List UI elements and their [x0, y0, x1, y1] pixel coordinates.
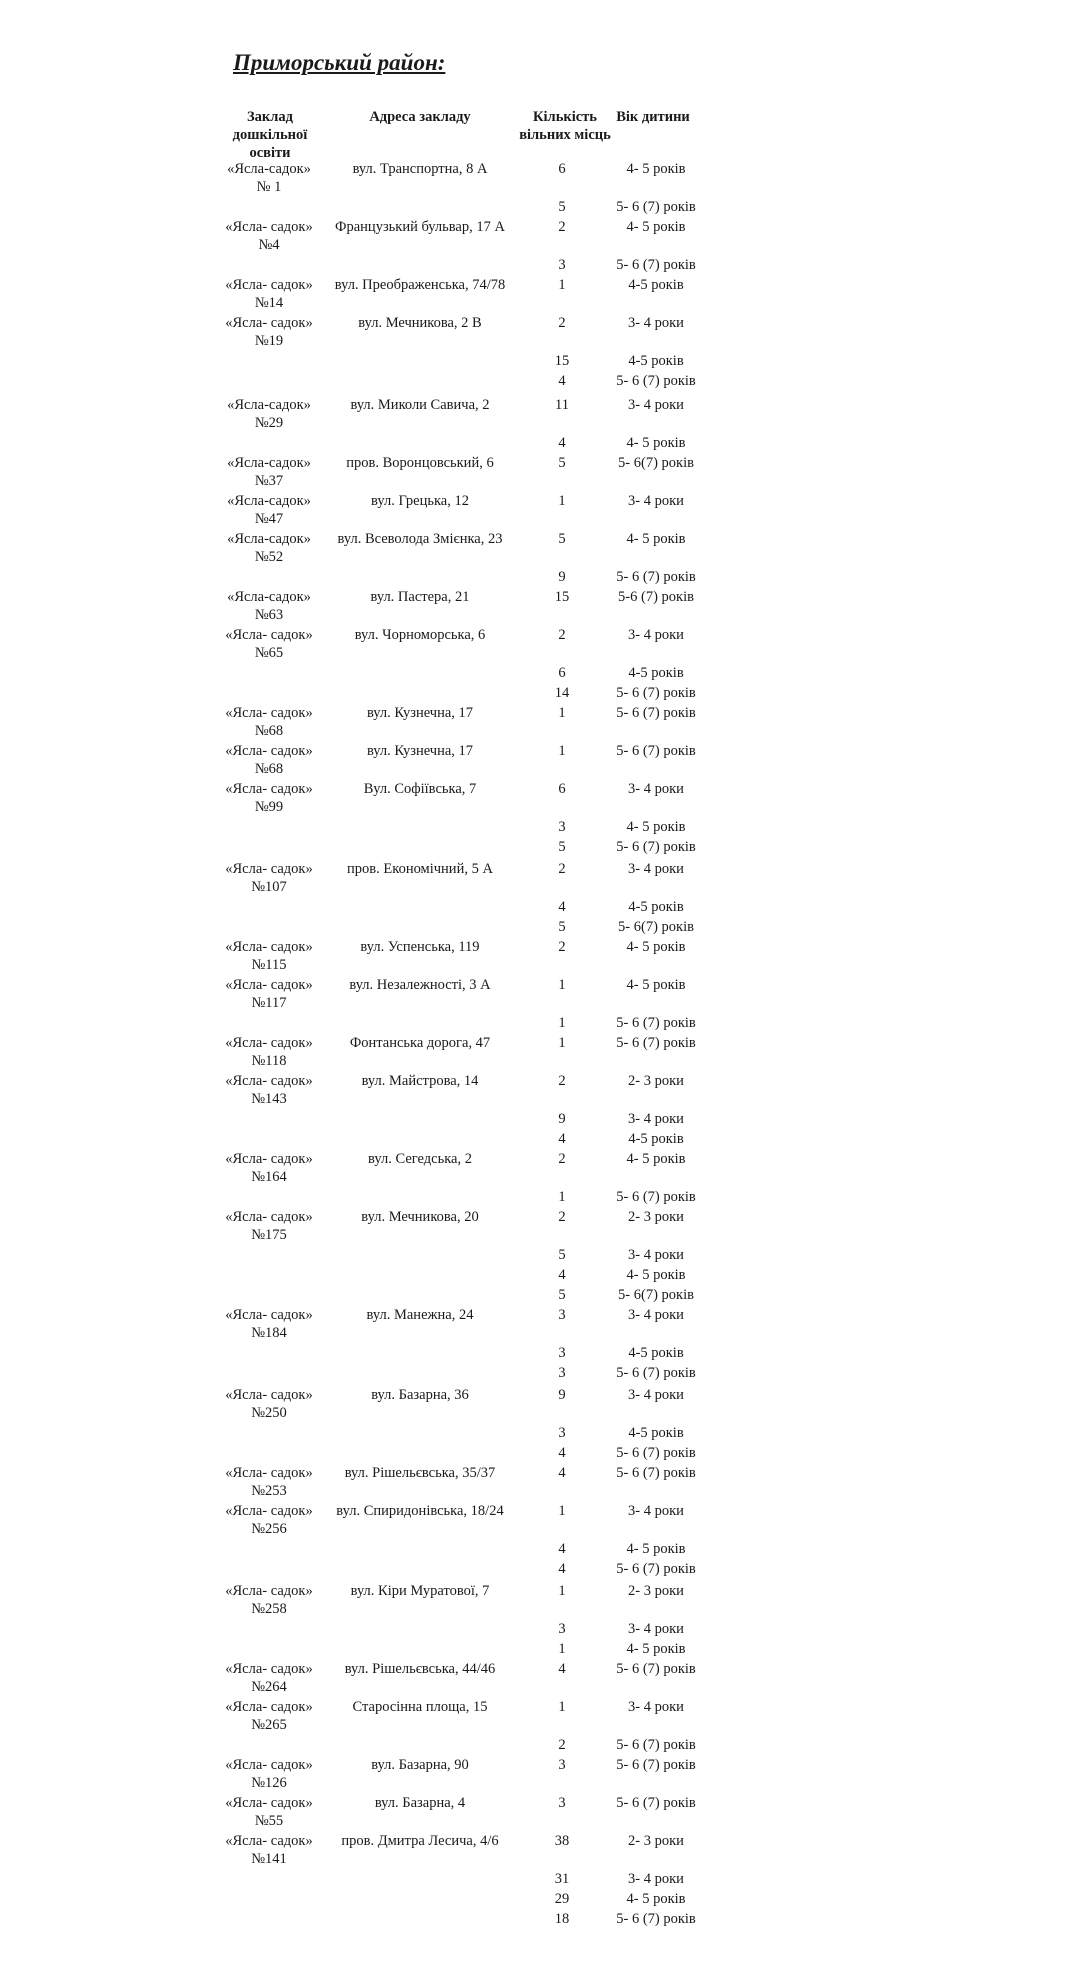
address-cell: вул. Транспортна, 8 А	[352, 161, 488, 177]
free-places-cell: 38	[554, 1833, 570, 1849]
child-age-cell: 4- 5 років	[626, 1891, 686, 1907]
child-age-cell: 5- 6 (7) років	[616, 705, 696, 721]
institution-cell: «Ясла- садок» №117	[225, 977, 313, 1011]
table-row	[0, 1344, 1080, 1364]
free-places-cell: 1	[558, 493, 566, 509]
table-row	[0, 160, 1080, 195]
institution-cell: «Ясла-садок» №47	[227, 493, 311, 527]
free-places-cell: 2	[558, 939, 566, 955]
child-age-cell: 5- 6 (7) років	[616, 1795, 696, 1811]
address-cell: Старосінна площа, 15	[352, 1699, 488, 1715]
child-age-cell: 3- 4 роки	[628, 627, 684, 643]
child-age-cell: 2- 3 роки	[628, 1209, 684, 1225]
free-places-cell: 4	[558, 1445, 566, 1461]
free-places-cell: 2	[558, 315, 566, 331]
table-row	[0, 742, 1080, 777]
child-age-cell: 5- 6 (7) років	[616, 1737, 696, 1753]
table-row	[0, 1698, 1080, 1733]
table-row	[0, 434, 1080, 454]
table-row	[0, 1266, 1080, 1286]
free-places-cell: 3	[558, 1425, 566, 1441]
child-age-cell: 5- 6 (7) років	[616, 1661, 696, 1677]
institution-cell: «Ясла- садок» №256	[225, 1503, 313, 1537]
institution-cell: «Ясла- садок» №258	[225, 1583, 313, 1617]
child-age-cell: 3- 4 роки	[628, 315, 684, 331]
institution-cell: «Ясла-садок» №29	[227, 397, 311, 431]
child-age-cell: 3- 4 роки	[628, 781, 684, 797]
institution-cell: «Ясла-садок» №63	[227, 589, 311, 623]
child-age-cell: 5- 6 (7) років	[616, 685, 696, 701]
free-places-cell: 2	[558, 1073, 566, 1089]
child-age-cell: 3- 4 роки	[628, 1699, 684, 1715]
table-row	[0, 898, 1080, 918]
institution-cell: «Ясла-садок» №52	[227, 531, 311, 565]
address-cell: вул. Спиридонівська, 18/24	[336, 1503, 504, 1519]
address-cell: вул. Манежна, 24	[366, 1307, 474, 1323]
free-places-cell: 14	[554, 685, 570, 701]
child-age-cell: 3- 4 роки	[628, 1307, 684, 1323]
table-row	[0, 1014, 1080, 1034]
child-age-cell: 2- 3 роки	[628, 1833, 684, 1849]
child-age-cell: 3- 4 роки	[628, 1247, 684, 1263]
institution-cell: «Ясла- садок» №107	[225, 861, 313, 895]
table-row	[0, 1246, 1080, 1266]
table-row	[0, 1794, 1080, 1829]
institution-cell: «Ясла- садок» №264	[225, 1661, 313, 1695]
table-row	[0, 918, 1080, 938]
column-header-institution: Заклад дошкільної освіти	[232, 109, 308, 161]
free-places-cell: 2	[558, 219, 566, 235]
institution-cell: «Ясла- садок» №65	[225, 627, 313, 661]
table-row	[0, 372, 1080, 392]
free-places-cell: 9	[558, 569, 566, 585]
child-age-cell: 4- 5 років	[626, 1267, 686, 1283]
free-places-cell: 1	[558, 1503, 566, 1519]
child-age-cell: 3- 4 роки	[628, 1111, 684, 1127]
free-places-cell: 1	[558, 1035, 566, 1051]
address-cell: вул. Всеволода Змієнка, 23	[337, 531, 503, 547]
table-row	[0, 198, 1080, 218]
address-cell: вул. Сегедська, 2	[368, 1151, 472, 1167]
free-places-cell: 3	[558, 1795, 566, 1811]
child-age-cell: 5- 6(7) років	[618, 1287, 694, 1303]
child-age-cell: 5- 6 (7) років	[616, 1445, 696, 1461]
address-cell: вул. Успенська, 119	[360, 939, 480, 955]
free-places-cell: 3	[558, 1365, 566, 1381]
free-places-cell: 4	[558, 899, 566, 915]
child-age-cell: 5- 6 (7) років	[616, 373, 696, 389]
table-row	[0, 1424, 1080, 1444]
address-cell: Французький бульвар, 17 А	[335, 219, 505, 235]
table-row	[0, 684, 1080, 704]
free-places-cell: 4	[558, 1131, 566, 1147]
free-places-cell: 3	[558, 1621, 566, 1637]
address-cell: вул. Грецька, 12	[371, 493, 469, 509]
child-age-cell: 4- 5 років	[626, 819, 686, 835]
table-row	[0, 704, 1080, 739]
free-places-cell: 5	[558, 919, 566, 935]
free-places-cell: 11	[555, 397, 569, 413]
free-places-cell: 29	[554, 1891, 570, 1907]
free-places-cell: 1	[558, 1189, 566, 1205]
child-age-cell: 4- 5 років	[626, 219, 686, 235]
address-cell: вул. Кузнечна, 17	[366, 705, 474, 721]
free-places-cell: 31	[554, 1871, 570, 1887]
institution-cell: «Ясла- садок» №141	[225, 1833, 313, 1867]
free-places-cell: 4	[558, 1541, 566, 1557]
address-cell: Фонтанська дорога, 47	[349, 1035, 491, 1051]
child-age-cell: 5- 6 (7) років	[616, 1465, 696, 1481]
free-places-cell: 1	[558, 1015, 566, 1031]
free-places-cell: 2	[558, 1151, 566, 1167]
free-places-cell: 6	[558, 781, 566, 797]
table-row	[0, 1110, 1080, 1130]
institution-cell: «Ясла-садок» №37	[227, 455, 311, 489]
table-row	[0, 1306, 1080, 1341]
child-age-cell: 5- 6 (7) років	[616, 569, 696, 585]
table-row	[0, 1756, 1080, 1791]
table-row	[0, 1870, 1080, 1890]
free-places-cell: 5	[558, 455, 566, 471]
table-row	[0, 454, 1080, 489]
child-age-cell: 3- 4 роки	[628, 1503, 684, 1519]
table-row	[0, 256, 1080, 276]
child-age-cell: 5- 6 (7) років	[616, 257, 696, 273]
free-places-cell: 3	[558, 819, 566, 835]
free-places-cell: 2	[558, 1209, 566, 1225]
table-row	[0, 314, 1080, 349]
table-row	[0, 976, 1080, 1011]
address-cell: вул. Рішельєвська, 44/46	[344, 1661, 496, 1677]
child-age-cell: 4- 5 років	[626, 977, 686, 993]
address-cell: вул. Кузнечна, 17	[366, 743, 474, 759]
free-places-cell: 3	[558, 257, 566, 273]
table-row	[0, 1582, 1080, 1617]
child-age-cell: 2- 3 роки	[628, 1583, 684, 1599]
table-row	[0, 1540, 1080, 1560]
institution-cell: «Ясла- садок» №143	[225, 1073, 313, 1107]
address-cell: вул. Рішельєвська, 35/37	[344, 1465, 496, 1481]
free-places-cell: 3	[558, 1307, 566, 1323]
child-age-cell: 4-5 років	[628, 1425, 684, 1441]
free-places-cell: 9	[558, 1111, 566, 1127]
table-row	[0, 860, 1080, 895]
table-row	[0, 530, 1080, 565]
column-header-address: Адреса закладу	[369, 109, 471, 125]
institution-cell: «Ясла- садок» №118	[225, 1035, 313, 1069]
institution-cell: «Ясла- садок» №126	[225, 1757, 313, 1791]
free-places-cell: 3	[558, 1757, 566, 1773]
free-places-cell: 5	[558, 839, 566, 855]
address-cell: вул. Базарна, 90	[371, 1757, 469, 1773]
child-age-cell: 5-6 (7) років	[618, 589, 694, 605]
address-cell: вул. Майстрова, 14	[361, 1073, 479, 1089]
free-places-cell: 2	[558, 861, 566, 877]
table-row	[0, 1620, 1080, 1640]
child-age-cell: 5- 6 (7) років	[616, 839, 696, 855]
child-age-cell: 4-5 років	[628, 353, 684, 369]
table-row	[0, 838, 1080, 858]
institution-cell: «Ясла- садок» №99	[225, 781, 313, 815]
free-places-cell: 4	[558, 1465, 566, 1481]
table-row	[0, 1910, 1080, 1930]
child-age-cell: 4- 5 років	[626, 161, 686, 177]
table-row	[0, 218, 1080, 253]
column-header-child-age: Вік дитини	[616, 109, 690, 125]
free-places-cell: 3	[558, 1345, 566, 1361]
institution-cell: «Ясла- садок» №175	[225, 1209, 313, 1243]
child-age-cell: 4- 5 років	[626, 939, 686, 955]
free-places-cell: 1	[558, 977, 566, 993]
table-row	[0, 1736, 1080, 1756]
child-age-cell: 4-5 років	[628, 277, 684, 293]
child-age-cell: 4-5 років	[628, 665, 684, 681]
child-age-cell: 4-5 років	[628, 1131, 684, 1147]
child-age-cell: 4- 5 років	[626, 1541, 686, 1557]
address-cell: вул. Чорноморська, 6	[354, 627, 486, 643]
column-header-free-places: Кількість вільних місць	[519, 109, 611, 143]
table-row	[0, 1640, 1080, 1660]
table-row	[0, 1890, 1080, 1910]
table-row	[0, 1832, 1080, 1867]
free-places-cell: 1	[558, 705, 566, 721]
institution-cell: «Ясла-садок» № 1	[227, 161, 311, 195]
child-age-cell: 5- 6(7) років	[618, 455, 694, 471]
child-age-cell: 4- 5 років	[626, 435, 686, 451]
address-cell: вул. Базарна, 4	[374, 1795, 466, 1811]
child-age-cell: 4- 5 років	[626, 1641, 686, 1657]
address-cell: пров. Воронцовський, 6	[346, 455, 494, 471]
table-row	[0, 1034, 1080, 1069]
child-age-cell: 5- 6 (7) років	[616, 743, 696, 759]
child-age-cell: 5- 6 (7) років	[616, 1035, 696, 1051]
institution-cell: «Ясла- садок» №68	[225, 705, 313, 739]
table-row	[0, 1188, 1080, 1208]
child-age-cell: 4-5 років	[628, 1345, 684, 1361]
table-row	[0, 780, 1080, 815]
table-row	[0, 1560, 1080, 1580]
table-row	[0, 396, 1080, 431]
institution-cell: «Ясла- садок» №55	[225, 1795, 313, 1829]
child-age-cell: 5- 6 (7) років	[616, 1561, 696, 1577]
child-age-cell: 5- 6 (7) років	[616, 1189, 696, 1205]
free-places-cell: 5	[558, 1287, 566, 1303]
child-age-cell: 5- 6 (7) років	[616, 1015, 696, 1031]
child-age-cell: 5- 6 (7) років	[616, 1365, 696, 1381]
address-cell: вул. Миколи Савича, 2	[350, 397, 490, 413]
address-cell: вул. Преображенська, 74/78	[334, 277, 506, 293]
free-places-cell: 1	[558, 277, 566, 293]
table-row	[0, 1286, 1080, 1306]
institution-cell: «Ясла- садок» №164	[225, 1151, 313, 1185]
table-row	[0, 1660, 1080, 1695]
free-places-cell: 6	[558, 161, 566, 177]
table-row	[0, 818, 1080, 838]
free-places-cell: 5	[558, 1247, 566, 1263]
address-cell: пров. Дмитра Лесича, 4/6	[341, 1833, 499, 1849]
free-places-cell: 1	[558, 1641, 566, 1657]
free-places-cell: 9	[558, 1387, 566, 1403]
table-row	[0, 1130, 1080, 1150]
child-age-cell: 2- 3 роки	[628, 1073, 684, 1089]
free-places-cell: 2	[558, 1737, 566, 1753]
child-age-cell: 3- 4 роки	[628, 1621, 684, 1637]
table-row	[0, 1150, 1080, 1185]
address-cell: Вул. Софіївська, 7	[363, 781, 477, 797]
table-row	[0, 664, 1080, 684]
institution-cell: «Ясла- садок» №265	[225, 1699, 313, 1733]
free-places-cell: 4	[558, 1561, 566, 1577]
table-row	[0, 588, 1080, 623]
child-age-cell: 5- 6 (7) років	[616, 1757, 696, 1773]
free-places-cell: 15	[554, 589, 570, 605]
table-row	[0, 276, 1080, 311]
institution-cell: «Ясла- садок» №115	[225, 939, 313, 973]
child-age-cell: 5- 6 (7) років	[616, 1911, 696, 1927]
free-places-cell: 4	[558, 1267, 566, 1283]
free-places-cell: 4	[558, 435, 566, 451]
table-row	[0, 568, 1080, 588]
free-places-cell: 1	[558, 1699, 566, 1715]
address-cell: вул. Незалежності, 3 А	[349, 977, 491, 993]
table-row	[0, 938, 1080, 973]
child-age-cell: 3- 4 роки	[628, 493, 684, 509]
table-row	[0, 1364, 1080, 1384]
free-places-cell: 4	[558, 373, 566, 389]
free-places-cell: 15	[554, 353, 570, 369]
institution-cell: «Ясла- садок» №4	[225, 219, 313, 253]
table-row	[0, 1386, 1080, 1421]
table-row	[0, 1208, 1080, 1243]
child-age-cell: 5- 6 (7) років	[616, 199, 696, 215]
free-places-cell: 1	[558, 1583, 566, 1599]
free-places-cell: 1	[558, 743, 566, 759]
free-places-cell: 5	[558, 531, 566, 547]
free-places-cell: 5	[558, 199, 566, 215]
table-row	[0, 1502, 1080, 1537]
child-age-cell: 3- 4 роки	[628, 861, 684, 877]
child-age-cell: 3- 4 роки	[628, 397, 684, 413]
address-cell: вул. Мечникова, 2 В	[358, 315, 482, 331]
institution-cell: «Ясла- садок» №19	[225, 315, 313, 349]
child-age-cell: 5- 6(7) років	[618, 919, 694, 935]
child-age-cell: 3- 4 роки	[628, 1387, 684, 1403]
table-row	[0, 626, 1080, 661]
free-places-cell: 18	[554, 1911, 570, 1927]
address-cell: вул. Пастера, 21	[370, 589, 470, 605]
address-cell: пров. Економічний, 5 А	[347, 861, 493, 877]
child-age-cell: 3- 4 роки	[628, 1871, 684, 1887]
table-row	[0, 1072, 1080, 1107]
institution-cell: «Ясла- садок» №250	[225, 1387, 313, 1421]
address-cell: вул. Кіри Муратової, 7	[350, 1583, 490, 1599]
institution-cell: «Ясла- садок» №253	[225, 1465, 313, 1499]
table-row	[0, 352, 1080, 372]
child-age-cell: 4-5 років	[628, 899, 684, 915]
institution-cell: «Ясла- садок» №184	[225, 1307, 313, 1341]
child-age-cell: 4- 5 років	[626, 531, 686, 547]
table-row	[0, 1464, 1080, 1499]
table-row	[0, 492, 1080, 527]
free-places-cell: 4	[558, 1661, 566, 1677]
institution-cell: «Ясла- садок» №68	[225, 743, 313, 777]
free-places-cell: 2	[558, 627, 566, 643]
address-cell: вул. Базарна, 36	[371, 1387, 469, 1403]
free-places-cell: 6	[558, 665, 566, 681]
page-title: Приморський район:	[233, 50, 446, 75]
institution-cell: «Ясла- садок» №14	[225, 277, 313, 311]
child-age-cell: 4- 5 років	[626, 1151, 686, 1167]
address-cell: вул. Мечникова, 20	[361, 1209, 479, 1225]
table-row	[0, 1444, 1080, 1464]
